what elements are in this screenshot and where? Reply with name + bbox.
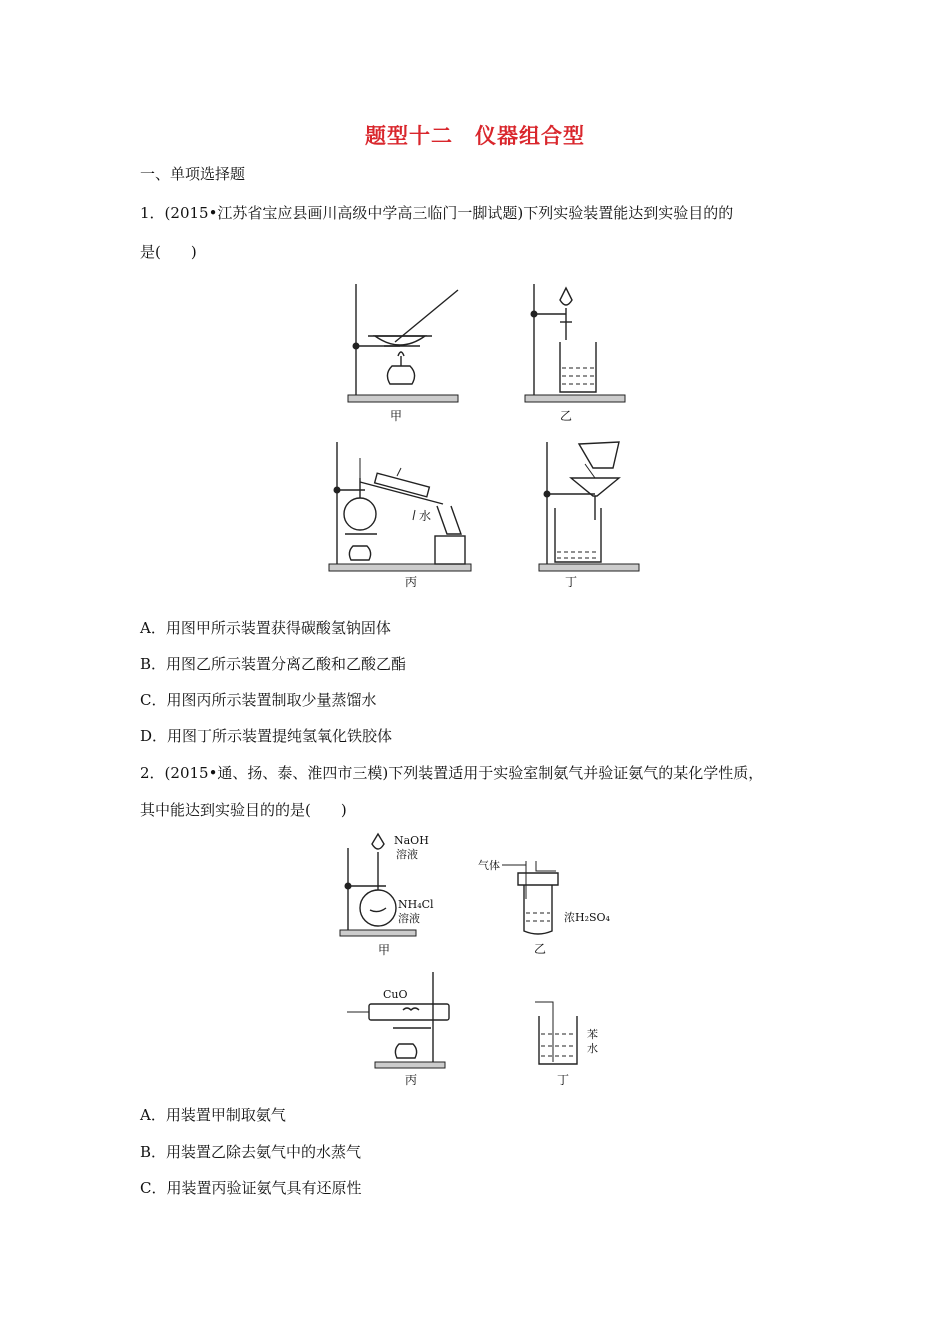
q1-fig-label-ding: 丁	[565, 575, 578, 589]
section-heading: 一、单项选择题	[140, 165, 246, 183]
q2-figure-yi	[478, 855, 618, 960]
q2-option-a: A．用装置甲制取氨气	[140, 1106, 286, 1124]
q2-option-c: C．用装置丙验证氨气具有还原性	[140, 1179, 362, 1197]
q1-fig-label-jia: 甲	[390, 409, 403, 423]
q2-fig-label-benzene: 苯	[587, 1028, 598, 1041]
q1-option-a: A．用图甲所示装置获得碳酸氢钠固体	[140, 619, 391, 637]
q1-option-d: D．用图丁所示装置提纯氢氧化铁胶体	[140, 727, 393, 745]
q1-figure-ding	[535, 438, 645, 588]
q1-figure-yi	[520, 280, 630, 423]
q1-option-c: C．用图丙所示装置制取少量蒸馏水	[140, 691, 377, 709]
q2-fig-label-jia: 甲	[378, 943, 391, 957]
q2-fig-label-nh4cl-2: 溶液	[398, 912, 420, 925]
q1-fig-label-yi: 乙	[560, 409, 573, 423]
page-title: 题型十二 仪器组合型	[365, 124, 585, 148]
q2-fig-label-bing: 丙	[405, 1073, 418, 1087]
q2-fig-label-water: 水	[587, 1042, 598, 1055]
q1-fig-label-bing: 丙	[405, 575, 418, 589]
q1-stem-line1: 1．(2015•江苏省宝应县画川高级中学高三临门一脚试题)下列实验装置能达到实验目的的	[140, 204, 734, 222]
q1-option-b: B．用图乙所示装置分离乙酸和乙酸乙酯	[140, 655, 407, 673]
q2-stem-line2: 其中能达到实验目的的是( )	[140, 801, 347, 819]
q2-fig-label-h2so4: 浓H₂SO₄	[564, 911, 610, 924]
q2-fig-label-yi: 乙	[534, 942, 547, 956]
q1-figure-jia	[340, 280, 480, 423]
q2-fig-label-naoh-1: NaOH	[394, 834, 429, 847]
q2-fig-label-ding: 丁	[557, 1073, 570, 1087]
q2-fig-label-cuo: CuO	[383, 988, 408, 1001]
q2-option-b: B．用装置乙除去氨气中的水蒸气	[140, 1143, 362, 1161]
q1-stem-line2: 是( )	[140, 243, 197, 261]
q1-figure-bing	[325, 438, 475, 588]
q2-figure-bing	[345, 970, 465, 1090]
q2-fig-label-gas: 气体	[478, 859, 500, 872]
q2-figure-jia	[338, 830, 468, 960]
q2-fig-label-nh4cl-1: NH₄Cl	[398, 898, 434, 911]
q2-figure-ding	[525, 998, 615, 1090]
q1-fig-label-water: 水	[419, 509, 432, 523]
q2-stem-line1: 2．(2015•通、扬、泰、淮四市三模)下列装置适用于实验室制氨气并验证氨气的某化学性质，	[140, 764, 764, 782]
q2-fig-label-naoh-2: 溶液	[396, 848, 418, 861]
